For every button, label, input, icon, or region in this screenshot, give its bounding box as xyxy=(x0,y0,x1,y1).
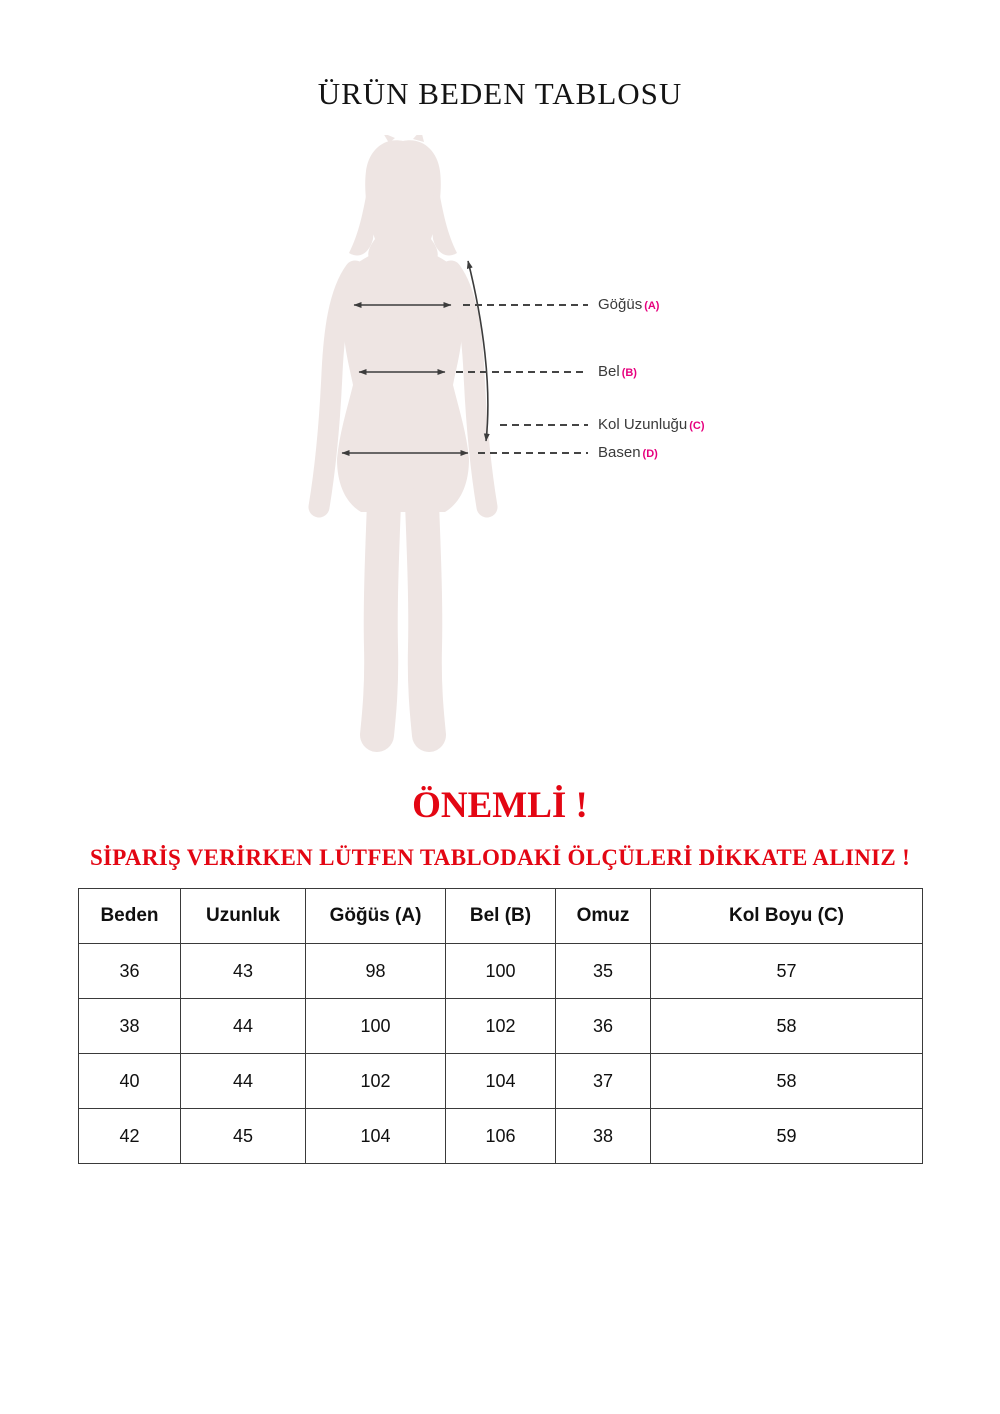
important-heading: ÖNEMLİ ! xyxy=(412,785,588,826)
table-cell: 58 xyxy=(651,999,923,1054)
size-table-header-row xyxy=(79,889,923,944)
size-table-header-cell: Uzunluk xyxy=(181,889,306,944)
body-silhouette xyxy=(319,135,487,735)
table-cell: 44 xyxy=(181,999,306,1054)
table-cell: 58 xyxy=(651,1054,923,1109)
size-table-wrapper xyxy=(78,888,922,1164)
measure-label-code: (D) xyxy=(642,448,658,460)
table-row xyxy=(79,1054,923,1109)
table-cell: 40 xyxy=(79,1054,181,1109)
page-title: ÜRÜN BEDEN TABLOSU xyxy=(317,76,683,111)
table-cell: 59 xyxy=(651,1109,923,1164)
table-cell: 102 xyxy=(446,999,556,1054)
size-table-body xyxy=(79,944,923,1164)
measure-label-basen xyxy=(598,444,658,463)
size-table-header-cell: Göğüs (A) xyxy=(306,889,446,944)
measure-label-code: (B) xyxy=(621,367,637,379)
table-cell: 38 xyxy=(79,999,181,1054)
measure-label-kol-uzunlugu xyxy=(598,416,705,435)
measure-label-code: (A) xyxy=(644,300,660,312)
table-cell: 100 xyxy=(446,944,556,999)
measure-label-text: Bel xyxy=(598,363,620,380)
body-measurement-diagram xyxy=(0,135,1000,760)
table-cell: 43 xyxy=(181,944,306,999)
table-cell: 104 xyxy=(306,1109,446,1164)
table-cell: 35 xyxy=(556,944,651,999)
table-cell: 100 xyxy=(306,999,446,1054)
table-cell: 38 xyxy=(556,1109,651,1164)
warning-subheading: SİPARİŞ VERİRKEN LÜTFEN TABLODAKİ ÖLÇÜLERİ DİKKATE ALINIZ ! xyxy=(89,845,911,870)
table-cell: 106 xyxy=(446,1109,556,1164)
measure-label-bel xyxy=(598,363,637,382)
table-cell: 102 xyxy=(306,1054,446,1109)
table-cell: 36 xyxy=(556,999,651,1054)
table-cell: 37 xyxy=(556,1054,651,1109)
table-cell: 44 xyxy=(181,1054,306,1109)
size-table-header-cell: Kol Boyu (C) xyxy=(651,889,923,944)
size-table-header-cell: Bel (B) xyxy=(446,889,556,944)
size-table-header-cell: Beden xyxy=(79,889,181,944)
body-silhouette-and-arrows xyxy=(0,135,1000,760)
table-cell: 36 xyxy=(79,944,181,999)
measure-label-text: Kol Uzunluğu xyxy=(598,416,688,433)
measure-label-text: Basen xyxy=(598,444,641,461)
table-cell: 45 xyxy=(181,1109,306,1164)
table-row xyxy=(79,944,923,999)
measure-label-text: Göğüs xyxy=(598,296,643,313)
table-row xyxy=(79,999,923,1054)
table-cell: 42 xyxy=(79,1109,181,1164)
measure-label-code: (C) xyxy=(689,420,705,432)
table-cell: 104 xyxy=(446,1054,556,1109)
table-row xyxy=(79,1109,923,1164)
size-table-header-cell: Omuz xyxy=(556,889,651,944)
table-cell: 98 xyxy=(306,944,446,999)
size-table xyxy=(78,888,923,1164)
measure-label-gogus xyxy=(598,296,659,315)
table-cell: 57 xyxy=(651,944,923,999)
